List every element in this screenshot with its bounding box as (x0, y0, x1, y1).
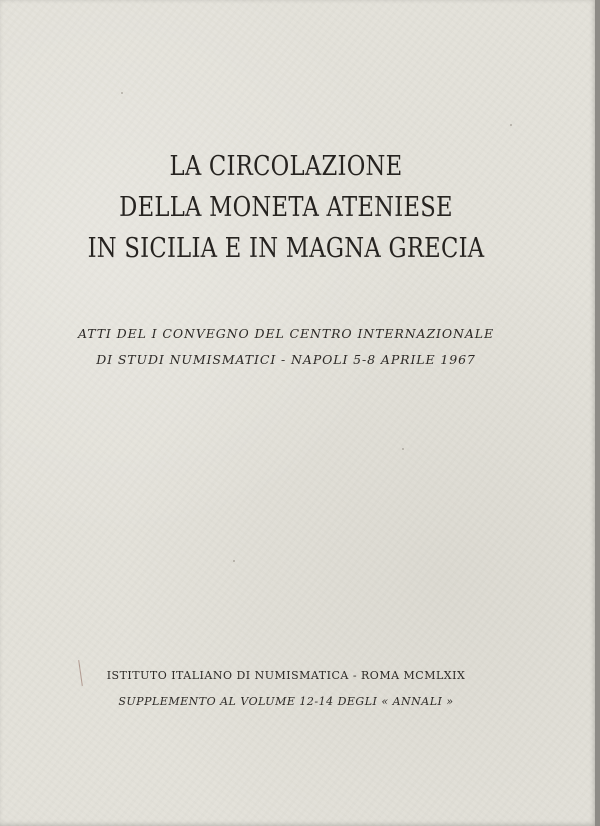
page-edge (595, 0, 600, 826)
paper-speck (233, 560, 235, 562)
paper-speck (402, 448, 404, 450)
publisher-line: ISTITUTO ITALIANO DI NUMISMATICA - ROMA MCMLXIX (106, 669, 466, 682)
cover-title-line-2: DELLA MONETA ATENIESE (119, 192, 453, 223)
paper-speck (121, 92, 123, 94)
cover-subtitle-line-1: ATTI DEL I CONVEGNO DEL CENTRO INTERNAZIONALE (77, 326, 495, 341)
paper-speck (510, 124, 512, 126)
cover-title-line-1: LA CIRCOLAZIONE (169, 151, 403, 182)
cover-subtitle-line-2: DI STUDI NUMISMATICI - NAPOLI 5-8 APRILE 1967 (96, 352, 476, 367)
cover-title-line-3: IN SICILIA E IN MAGNA GRECIA (87, 233, 485, 264)
supplement-line: SUPPLEMENTO AL VOLUME 12-14 DEGLI « ANNALI » (118, 695, 454, 708)
